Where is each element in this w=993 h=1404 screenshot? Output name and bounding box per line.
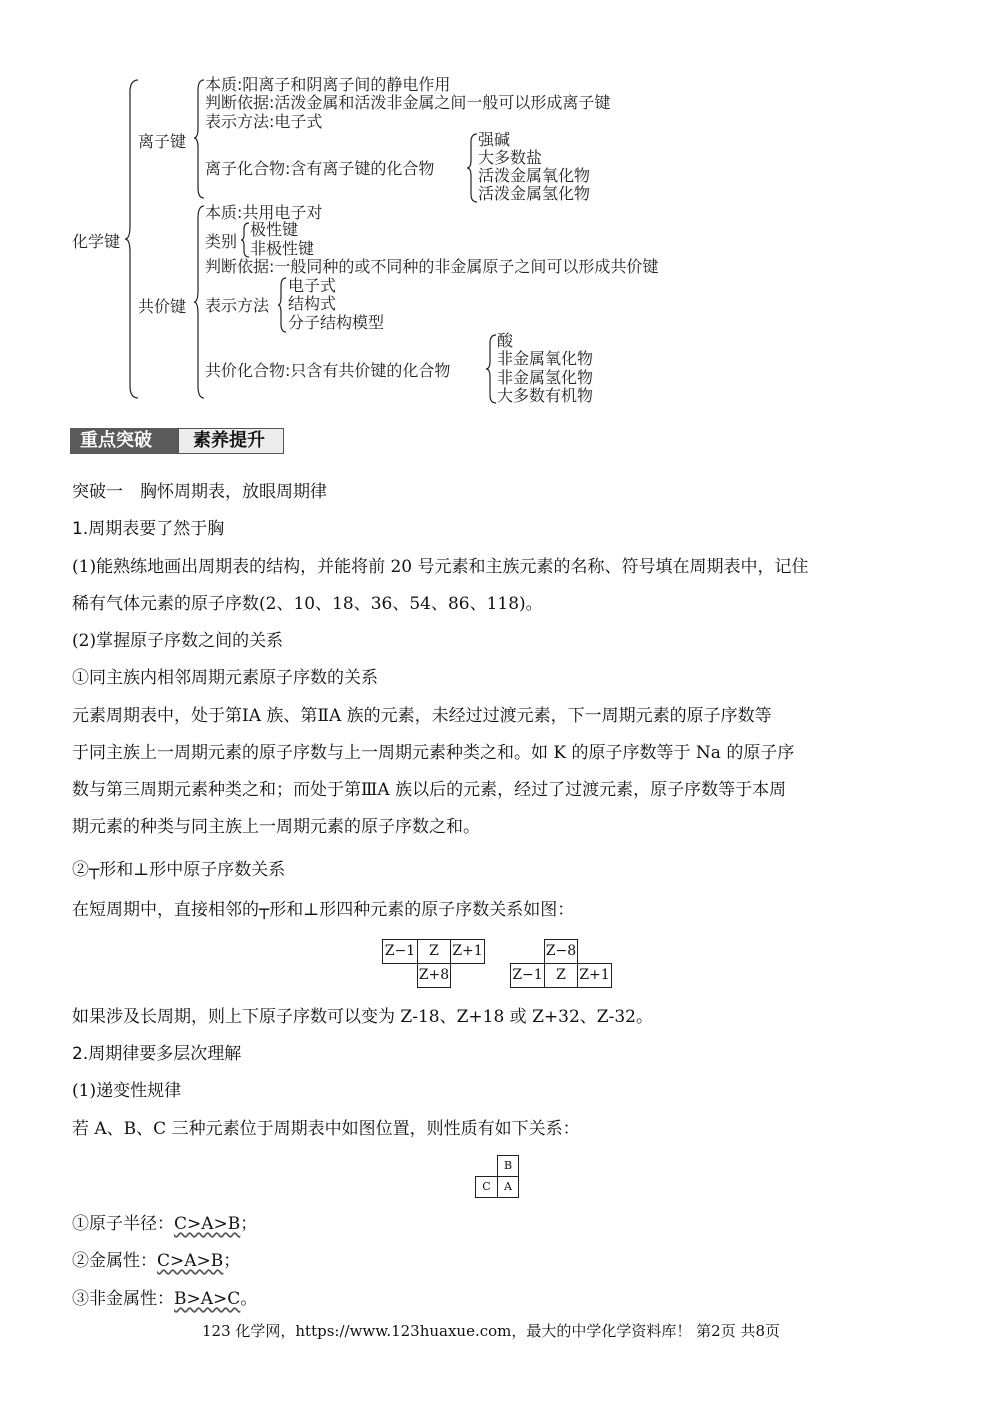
notation-brace [278, 277, 288, 333]
ionic-notation: 表示方法:电子式 [205, 112, 323, 131]
inv-t-cell: Z−1 [510, 963, 545, 988]
covalent-category: 类别 [205, 232, 238, 251]
nonmetallic-label: ③非金属性： [72, 1289, 174, 1309]
ionic-label: 离子键 [138, 132, 187, 151]
section1-sub1: 1.周期表要了然于胸 [72, 519, 225, 539]
notation-item: 电子式 [288, 276, 337, 295]
section1-p1-line1: (1)能熟练地画出周期表的结构，并能将前 20 号元素和主族元素的名称、符号填在周期表中，记住 [72, 557, 809, 577]
covalent-essence: 本质:共用电子对 [205, 203, 323, 222]
nonmetallic-row [72, 1287, 257, 1311]
radius-punct: ； [240, 1214, 258, 1234]
section1-c1: ①同主族内相邻周期元素原子序数的关系 [72, 668, 378, 688]
radius-value: C>A>B [174, 1214, 241, 1234]
section2-p1-line1: 若 A、B、C 三种元素位于周期表中如图位置，则性质有如下关系： [72, 1119, 580, 1139]
section1-c1-line2: 于同主族上一周期元素的原子序数与上一周期元素种类之和。如 K 的原子序数等于 Na 的原子序 [72, 743, 795, 763]
ionic-compound-item: 活泼金属氢化物 [478, 184, 591, 203]
nonmetallic-punct: 。 [240, 1289, 258, 1309]
section1-c1-line4: 期元素的种类与同主族上一周期元素的原子序数之和。 [72, 817, 480, 837]
inv-t-cell: Z−8 [544, 939, 578, 964]
banner-left-text: 重点突破 [80, 430, 152, 451]
metallic-label: ②金属性： [72, 1251, 157, 1271]
section1-c2-line1: 在短周期中，直接相邻的┬形和⊥形四种元素的原子序数关系如图： [72, 900, 575, 920]
t-cell: Z+8 [417, 963, 451, 988]
covalent-compound-item: 非金属氢化物 [497, 368, 594, 387]
covalent-criterion: 判断依据:一般同种的或不同种的非金属原子之间可以形成共价键 [205, 257, 659, 276]
inv-t-cell: Z+1 [577, 963, 612, 988]
section1-p2: (2)掌握原子序数之间的关系 [72, 631, 284, 651]
ionic-compound: 离子化合物:含有离子键的化合物 [205, 159, 435, 178]
ionic-compound-item: 活泼金属氧化物 [478, 166, 591, 185]
section2-sub2: 2.周期律要多层次理解 [72, 1044, 242, 1064]
covalent-notation: 表示方法 [205, 296, 270, 315]
page-footer: 123 化学网，https://www.123huaxue.com，最大的中学化学资料库！ 第2页 共8页 [202, 1322, 781, 1340]
radius-row [72, 1212, 257, 1236]
section1-c1-line1: 元素周期表中，处于第ⅠA 族、第ⅡA 族的元素，未经过过渡元素，下一周期元素的原子序数等 [72, 706, 772, 726]
t-cell: Z−1 [382, 939, 418, 964]
section1-long-period: 如果涉及长周期，则上下原子序数可以变为 Z-18、Z+18 或 Z+32、Z-32。 [72, 1007, 653, 1027]
abc-cell: C [475, 1176, 498, 1198]
abc-cell: B [497, 1155, 519, 1177]
banner-right-text: 素养提升 [193, 430, 265, 451]
t-cell: Z [417, 939, 451, 964]
metallic-punct: ； [223, 1251, 241, 1271]
section2-p1: (1)递变性规律 [72, 1081, 182, 1101]
ionic-compound-item: 大多数盐 [478, 148, 543, 167]
covalent-compound: 共价化合物:只含有共价键的化合物 [205, 361, 451, 380]
t-cell: Z+1 [450, 939, 485, 964]
ionic-criterion: 判断依据:活泼金属和活泼非金属之间一般可以形成离子键 [205, 93, 611, 112]
category-item: 极性键 [250, 220, 299, 239]
radius-label: ①原子半径： [72, 1214, 174, 1234]
metallic-row [72, 1249, 240, 1273]
covalent-compound-item: 大多数有机物 [497, 386, 594, 405]
covalent-compound-item: 非金属氧化物 [497, 349, 594, 368]
section1-c2: ②┬形和⊥形中原子序数关系 [72, 860, 286, 880]
tree-root: 化学键 [72, 232, 121, 251]
root-brace [126, 78, 140, 400]
covalent-label: 共价键 [138, 297, 187, 316]
section1-title: 突破一 胸怀周期表，放眼周期律 [72, 482, 327, 502]
inv-t-cell: Z [544, 963, 578, 988]
nonmetallic-value: B>A>C [174, 1289, 241, 1309]
covalent-compound-item: 酸 [497, 331, 514, 350]
metallic-value: C>A>B [157, 1251, 224, 1271]
ionic-essence: 本质:阳离子和阴离子间的静电作用 [205, 75, 451, 94]
ionic-compound-item: 强碱 [478, 130, 511, 149]
notation-item: 结构式 [288, 294, 337, 313]
section1-p1-line2: 稀有气体元素的原子序数(2、10、18、36、54、86、118)。 [72, 594, 543, 614]
abc-cell: A [497, 1176, 519, 1198]
notation-item: 分子结构模型 [288, 313, 385, 332]
category-item: 非极性键 [250, 239, 315, 258]
section1-c1-line3: 数与第三周期元素种类之和；而处于第ⅢA 族以后的元素，经过了过渡元素，原子序数等于本周 [72, 780, 787, 800]
